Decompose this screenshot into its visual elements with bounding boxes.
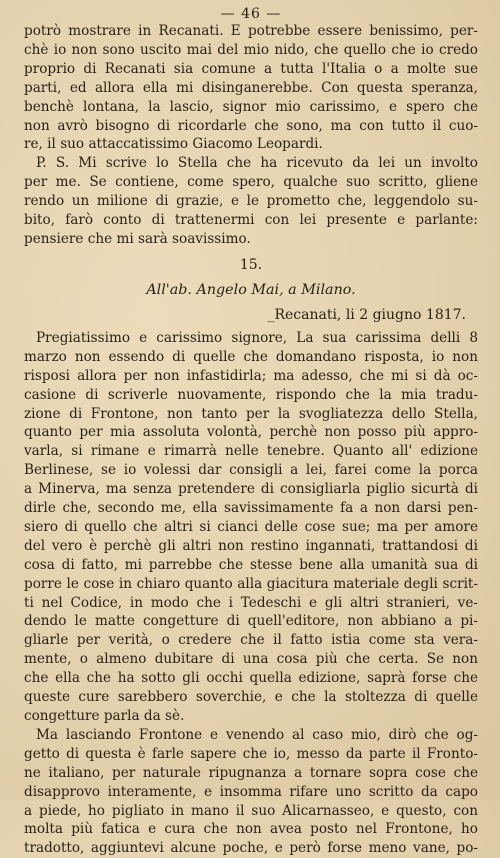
- text-line: a Minerva, ma senza pretendere di consigliarla piglio sicurtà di: [24, 481, 478, 498]
- text-line: queste cure sarebbero soverchie, e che la stoltezza di quelle: [24, 689, 478, 706]
- letter-dateline: _Recanati, li 2 giugno 1817.: [267, 306, 466, 323]
- text-line: re, il suo attaccatissimo Giacomo Leopardi.: [24, 136, 323, 153]
- text-line: cosa di fatto, mi parrebbe che stesse bene alla umanità sua di: [24, 556, 478, 573]
- text-line: non avrò bisogno di ricordarle che sono, ma con tutto il cuo-: [24, 117, 478, 134]
- text-line: zione di Frontone, non tanto per la svogliatezza dello Stella,: [24, 405, 478, 422]
- text-line: parti, ed allora ella mi disinganerebbe. Con questa speranza,: [24, 79, 478, 96]
- text-line: risposi allora per non infastidirla; ma adesso, che mi si dà oc-: [24, 367, 478, 384]
- text-line: ti nel Codice, in modo che i Tedeschi e gli altri stranieri, ve-: [24, 594, 478, 611]
- text-line: del vero è perchè gli altri non restino ingannati, trattandosi di: [24, 537, 478, 554]
- body-paragraph-1: [24, 329, 478, 726]
- text-line: bito, farò conto di trattenermi con lei presente e parlante:: [24, 212, 478, 229]
- text-line: quanto per mia assoluta volontà, perchè non posso più appro-: [24, 424, 478, 441]
- text-line: a piede, ho pigliato in mano il suo Alicarnasseo, e questo, con: [24, 802, 478, 819]
- text-line: P. S. Mi scrive lo Stella che ha ricevuto da lei un involto: [36, 155, 478, 172]
- text-line: casione di scriverle nuovamente, rispondo che la mia tradu-: [24, 386, 478, 403]
- text-line: getto di questa è farle sapere che io, messo da parte il Fronto-: [24, 745, 478, 762]
- text-line: dendo le matte congetture di quell'editore, non abbiano a pi-: [24, 613, 478, 630]
- text-line: ne italiano, per naturale ripugnanza a tornare sopra cose che: [24, 764, 478, 781]
- body-paragraph-2: [24, 726, 478, 858]
- text-line: benchè lontana, la lascio, signor mio carissimo, e spero che: [24, 98, 478, 115]
- text-line: dirle che, secondo me, ella savissimamente fa a non darsi pen-: [24, 500, 478, 517]
- text-line: disapprovo interamente, e insomma rifare uno scritto da capo: [24, 783, 478, 800]
- text-line: pensiere che mi sarà soavissimo.: [24, 230, 251, 247]
- text-line: proprio di Recanati sia comune a tutta l'Italia o a molte sue: [24, 60, 478, 77]
- text-line: tradotto, aggiuntevi alcune poche, e però forse meno vane, po-: [24, 840, 478, 857]
- text-line: per me. Se contiene, come spero, qualche suo scritto, gliene: [24, 174, 478, 191]
- text-line: che ella che ha sotto gli occhi quella edizione, saprà forse che: [24, 670, 478, 687]
- text-line: congetture parla da sè.: [24, 708, 185, 724]
- letter-number: 15.: [239, 256, 263, 273]
- page-number: — 46 —: [220, 6, 282, 22]
- text-line: molta più fatica e cura che non avea posto nel Frontone, ho: [24, 821, 478, 838]
- text-line: Ma lasciando Frontone e venendo al caso mio, dirò che og-: [36, 726, 478, 743]
- text-line: mente, o almeno dubitare di una cosa più che certa. Se non: [24, 651, 478, 668]
- closing-paragraph: [24, 22, 478, 154]
- text-line: Berlinese, se io volessi dar consigli a lei, farei come la porca: [24, 462, 478, 479]
- text-line: gliarle per verità, o credere che il fatto istia come sta vera-: [24, 632, 478, 649]
- text-line: porre le cose in chiaro quanto alla giacitura materiale degli scrit-: [24, 575, 478, 592]
- letter-recipient: All'ab. Angelo Mai, a Milano.: [146, 281, 356, 298]
- text-line: marzo non essendo di quelle che domandano risposta, io non: [24, 348, 478, 365]
- text-line: potrò mostrare in Recanati. E potrebbe essere benissimo, per-: [24, 23, 478, 39]
- text-line: varla, si rimane e rimarrà nelle tenebre. Quanto all' edizione: [24, 443, 478, 460]
- text-line: Pregiatissimo e carissimo signore, La sua carissima delli 8: [36, 329, 478, 346]
- postscript-paragraph: [24, 154, 478, 249]
- text-line: rendo un milione di grazie, e le prometto che, leggendolo su-: [24, 193, 478, 210]
- text-line: chè io non sono uscito mai del mio nido, che quello che io credo: [24, 41, 478, 58]
- text-line: siero di quello che altri si cianci delle cose sue; ma per amore: [24, 518, 478, 535]
